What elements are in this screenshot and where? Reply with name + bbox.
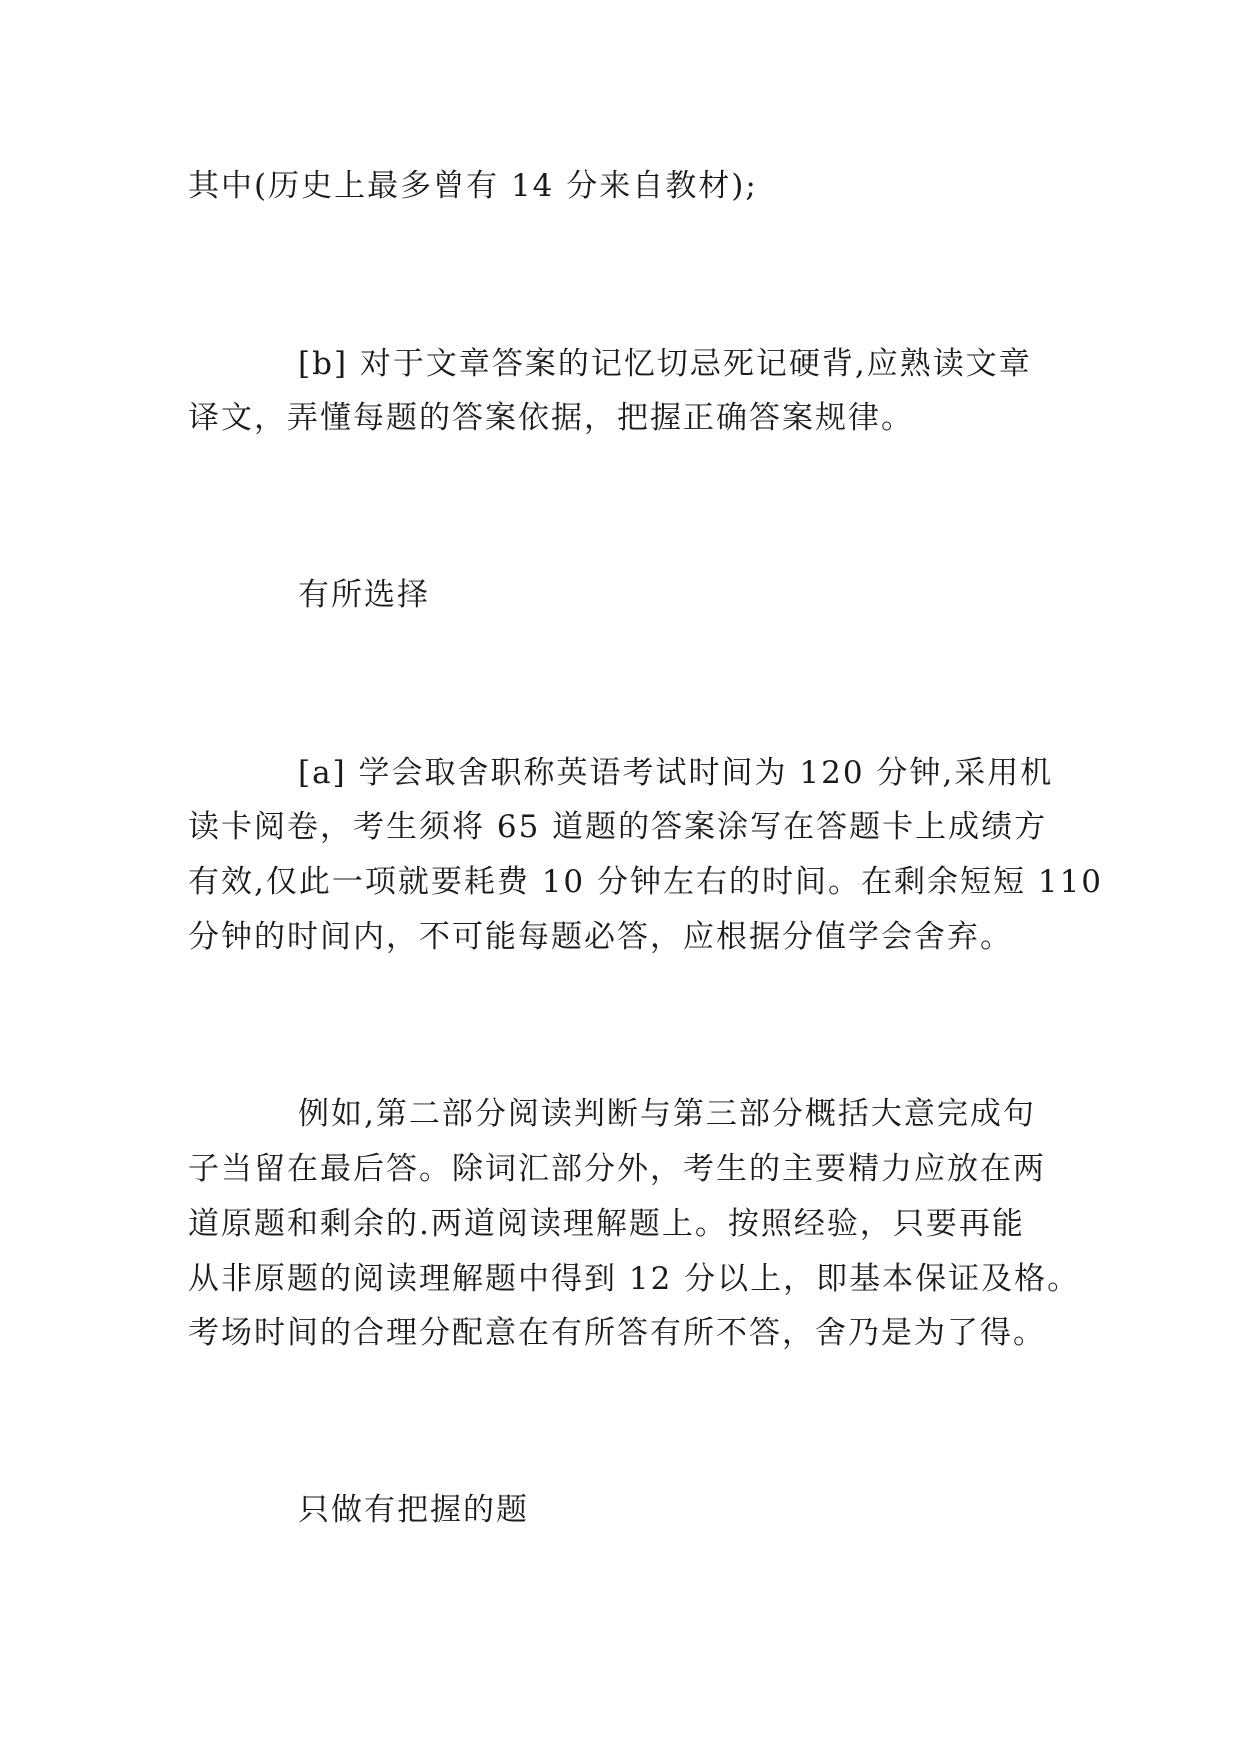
paragraph-a-line: 分钟的时间内，不可能每题必答，应根据分值学会舍弃。 — [188, 919, 1013, 955]
paragraph-example-line: 考场时间的合理分配意在有所答有所不答，舍乃是为了得。 — [188, 1315, 1046, 1351]
text-line: 其中(历史上最多曾有 14 分来自教材); — [188, 168, 758, 204]
section-heading: 有所选择 — [298, 577, 430, 613]
paragraph-a-line: [a] 学会取舍职称英语考试时间为 120 分钟,采用机 — [298, 755, 1054, 791]
paragraph-a-line: 有效,仅此一项就要耗费 10 分钟左右的时间。在剩余短短 110 — [188, 864, 1104, 900]
paragraph-example-line: 例如,第二部分阅读判断与第三部分概括大意完成句 — [298, 1096, 1036, 1132]
paragraph-b-line: 译文，弄懂每题的答案依据，把握正确答案规律。 — [188, 400, 914, 436]
paragraph-example-line: 从非原题的阅读理解题中得到 12 分以上，即基本保证及格。 — [188, 1261, 1081, 1297]
paragraph-example-line: 道原题和剩余的.两道阅读理解题上。按照经验，只要再能 — [188, 1206, 1025, 1242]
paragraph-example-line: 子当留在最后答。除词汇部分外，考生的主要精力应放在两 — [188, 1151, 1046, 1187]
section-heading: 只做有把握的题 — [298, 1492, 529, 1528]
paragraph-a-line: 读卡阅卷，考生须将 65 道题的答案涂写在答题卡上成绩方 — [188, 809, 1048, 845]
paragraph-b-line: [b] 对于文章答案的记忆切忌死记硬背,应熟读文章 — [298, 346, 1032, 382]
